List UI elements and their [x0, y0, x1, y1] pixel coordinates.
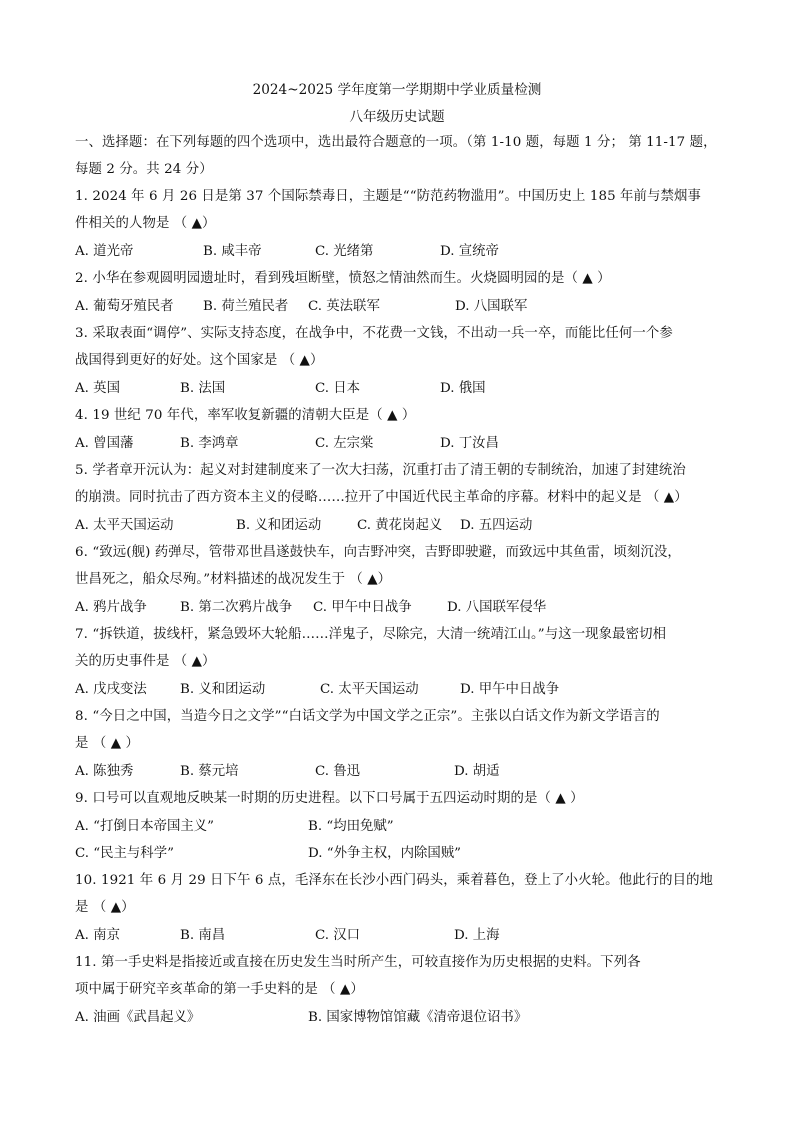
- question-2-line-1: 2. 小华在参观圆明园遗址时，看到残垣断壁，愤怒之情油然而生。火烧圆明园的是（ ▲ ）: [75, 271, 611, 286]
- question-10-option-d: D. 上海: [454, 928, 500, 943]
- question-4-option-c: C. 左宗棠: [315, 436, 374, 451]
- question-3-option-b: B. 法国: [180, 381, 226, 396]
- question-5-line-1: 5. 学者章开沅认为：起义对封建制度来了一次大扫荡，沉重打击了清王朝的专制统治，加速了封建统治: [75, 463, 686, 478]
- question-6-option-d: D. 八国联军侵华: [447, 600, 547, 615]
- question-3-option-d: D. 俄国: [440, 381, 486, 396]
- question-5-line-2: 的崩溃。同时抗击了西方资本主义的侵略……拉开了中国近代民主革命的序幕。材料中的起义是 （ ▲）: [75, 490, 688, 505]
- question-8-option-b: B. 蔡元培: [180, 764, 239, 779]
- question-10-line-1: 10. 1921 年 6 月 29 日下午 6 点，毛泽东在长沙小西门码头，乘着暮色，登上了小火轮。他此行的目的地: [75, 873, 714, 888]
- question-8-line-2: 是 （ ▲ ）: [75, 736, 139, 751]
- question-5-option-a: A. 太平天国运动: [75, 518, 174, 533]
- question-2-option-a: A. 葡萄牙殖民者: [75, 299, 174, 314]
- question-3-option-c: C. 日本: [315, 381, 361, 396]
- question-4-option-d: D. 丁汝昌: [440, 436, 499, 451]
- question-3-line-2: 战国得到更好的好处。这个国家是 （ ▲）: [75, 353, 324, 368]
- question-7-line-2: 关的历史事件是 （ ▲）: [75, 654, 216, 669]
- section-instructions-line-1: 一、选择题：在下列每题的四个选项中，选出最符合题意的一项。（第 1-10 题，每题 1 分； 第 11-17 题，: [75, 135, 717, 150]
- exam-subtitle: 八年级历史试题: [349, 109, 445, 125]
- question-10-option-b: B. 南昌: [180, 928, 226, 943]
- question-1-line-1: 1. 2024 年 6 月 26 日是第 37 个国际禁毒日，主题是““防范药物滥用”。中国历史上 185 年前与禁烟事: [75, 189, 702, 204]
- question-7-option-c: C. 太平天国运动: [320, 682, 419, 697]
- question-4-line-1: 4. 19 世纪 70 年代，率军收复新疆的清朝大臣是（ ▲ ）: [75, 408, 416, 423]
- question-5-option-c: C. 黄花岗起义: [357, 518, 443, 533]
- question-1-option-c: C. 光绪第: [315, 244, 374, 259]
- question-11-line-2: 项中属于研究辛亥革命的第一手史料的是 （ ▲）: [75, 982, 364, 997]
- question-2-option-d: D. 八国联军: [455, 299, 528, 314]
- question-3-line-1: 3. 采取表面“调停”、实际支持态度，在战争中，不花费一文钱，不出动一兵一卒，而能比任何一个参: [75, 326, 673, 341]
- question-1-option-a: A. 道光帝: [75, 244, 134, 259]
- question-6-option-a: A. 鸦片战争: [75, 600, 147, 615]
- question-1-option-d: D. 宣统帝: [440, 244, 499, 259]
- question-10-line-2: 是 （ ▲）: [75, 900, 135, 915]
- question-9-option-b: B. “均田免赋”: [308, 819, 394, 834]
- question-9-option-c: C. “民主与科学”: [75, 846, 174, 861]
- question-8-option-a: A. 陈独秀: [75, 764, 134, 779]
- question-7-option-a: A. 戊戌变法: [75, 682, 147, 697]
- question-6-option-b: B. 第二次鸦片战争: [180, 600, 293, 615]
- exam-title: 2024~2025 学年度第一学期期中学业质量检测: [252, 82, 542, 98]
- question-1-option-b: B. 咸丰帝: [203, 244, 262, 259]
- question-4-option-b: B. 李鸿章: [180, 436, 239, 451]
- question-2-option-c: C. 英法联军: [308, 299, 380, 314]
- question-2-option-b: B. 荷兰殖民者: [203, 299, 289, 314]
- question-10-option-c: C. 汉口: [315, 928, 361, 943]
- question-9-option-a: A. “打倒日本帝国主义”: [75, 819, 214, 834]
- question-11-line-1: 11. 第一手史料是指接近或直接在历史发生当时所产生，可较直接作为历史根据的史料。下列各: [75, 955, 641, 970]
- question-1-line-2: 件相关的人物是 （ ▲）: [75, 216, 216, 231]
- question-6-option-c: C. 甲午中日战争: [313, 600, 412, 615]
- question-3-option-a: A. 英国: [75, 381, 120, 396]
- question-8-line-1: 8. “今日之中国，当造今日之文学”“白话文学为中国文学之正宗”。主张以白话文作为新文学语言的: [75, 709, 660, 724]
- question-6-line-1: 6. “致远(舰) 药弹尽，管带邓世昌遂鼓快车，向吉野冲突，吉野即驶避，而致远中其鱼雷，顷刻沉没，: [75, 545, 681, 560]
- question-6-line-2: 世昌死之，船众尽殉。”材料描述的战况发生于 （ ▲）: [75, 572, 392, 587]
- question-10-option-a: A. 南京: [75, 928, 120, 943]
- question-11-option-b: B. 国家博物馆馆藏《清帝退位诏书》: [308, 1010, 528, 1025]
- question-11-option-a: A. 油画《武昌起义》: [75, 1010, 201, 1025]
- section-instructions-line-2: 每题 2 分。共 24 分）: [75, 162, 213, 177]
- question-7-line-1: 7. “拆铁道，拔线杆，紧急毁坏大轮船……洋鬼子，尽除完，大清一统靖江山。”与这一现象最密切相: [75, 627, 667, 642]
- question-8-option-d: D. 胡适: [454, 764, 500, 779]
- question-4-option-a: A. 曾国藩: [75, 436, 134, 451]
- question-5-option-d: D. 五四运动: [460, 518, 533, 533]
- question-5-option-b: B. 义和团运动: [236, 518, 322, 533]
- question-9-line-1: 9. 口号可以直观地反映某一时期的历史进程。以下口号属于五四运动时期的是（ ▲ ）: [75, 791, 584, 806]
- question-7-option-b: B. 义和团运动: [180, 682, 266, 697]
- question-9-option-d: D. “外争主权，内除国贼”: [308, 846, 461, 861]
- question-7-option-d: D. 甲午中日战争: [460, 682, 560, 697]
- question-8-option-c: C. 鲁迅: [315, 764, 361, 779]
